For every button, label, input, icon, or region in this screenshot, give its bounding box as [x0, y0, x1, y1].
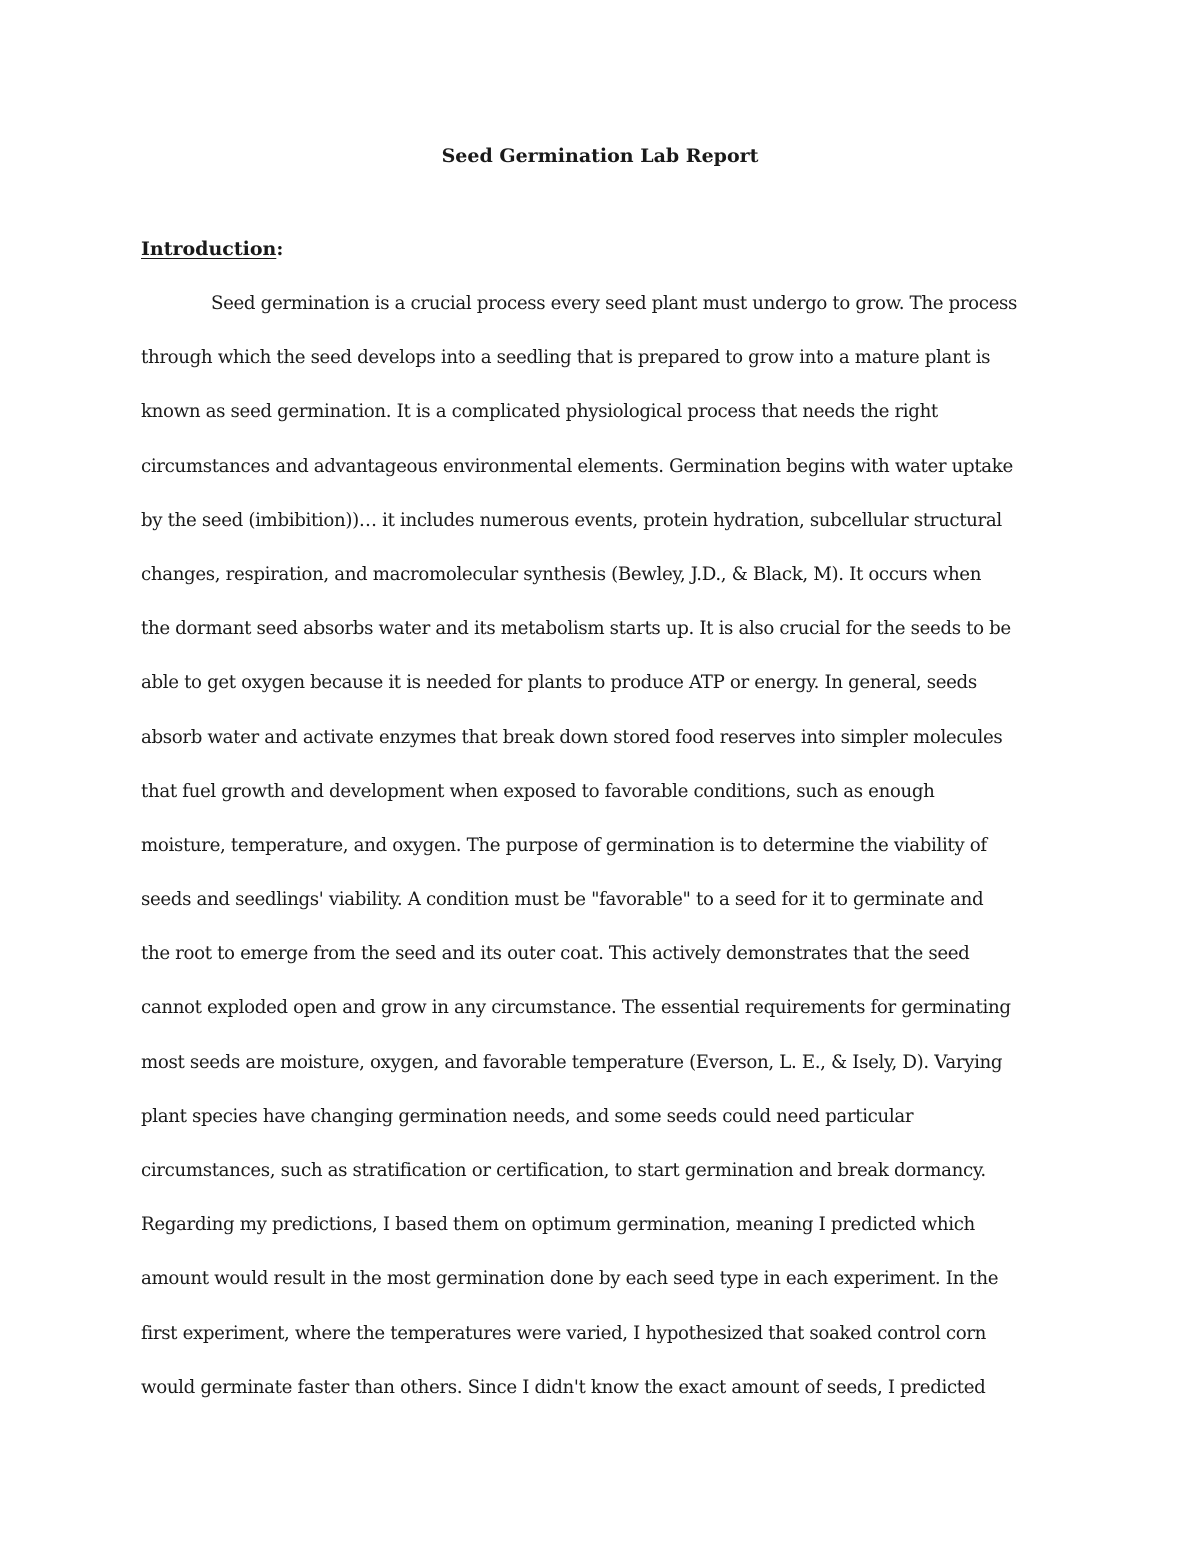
paragraph-line: circumstances and advantageous environmental elements. Germination begins with water uptake — [141, 455, 1013, 477]
paragraph-line: the dormant seed absorbs water and its metabolism starts up. It is also crucial for the seeds to be — [141, 618, 1011, 640]
paragraph-line: moisture, temperature, and oxygen. The purpose of germination is to determine the viability of — [141, 834, 987, 856]
paragraph-line: by the seed (imbibition))… it includes numerous events, protein hydration, subcellular structural — [141, 509, 1002, 531]
document-title: Seed Germination Lab Report — [441, 145, 759, 167]
paragraph-line: known as seed germination. It is a complicated physiological process that needs the right — [141, 401, 938, 423]
paragraph-line: cannot exploded open and grow in any circumstance. The essential requirements for germinating — [141, 997, 1011, 1019]
paragraph-line: Seed germination is a crucial process every seed plant must undergo to grow. The process — [211, 293, 1017, 314]
paragraph-line: able to get oxygen because it is needed for plants to produce ATP or energy. In general, seeds — [141, 672, 977, 694]
paragraph-line: most seeds are moisture, oxygen, and favorable temperature (Everson, L. E., & Isely, D). Varying — [141, 1051, 1003, 1073]
paragraph-line: absorb water and activate enzymes that break down stored food reserves into simpler molecules — [141, 726, 1003, 748]
paragraph-line: circumstances, such as stratification or certification, to start germination and break dormancy. — [141, 1160, 986, 1181]
paragraph-line: through which the seed develops into a seedling that is prepared to grow into a mature plant is — [141, 347, 991, 369]
paragraph-line: the root to emerge from the seed and its outer coat. This actively demonstrates that the seed — [141, 943, 970, 965]
paragraph-line: first experiment, where the temperatures were varied, I hypothesized that soaked control corn — [141, 1322, 987, 1344]
paragraph-line: changes, respiration, and macromolecular synthesis (Bewley, J.D., & Black, M). It occurs when — [141, 563, 982, 585]
paragraph-line: seeds and seedlings' viability. A condition must be "favorable" to a seed for it to germinate and — [141, 889, 984, 911]
paragraph-line: plant species have changing germination needs, and some seeds could need particular — [141, 1105, 914, 1127]
introduction-paragraph — [141, 288, 1017, 1426]
paragraph-line: would germinate faster than others. Since I didn't know the exact amount of seeds, I predicted — [141, 1376, 986, 1398]
paragraph-line: Regarding my predictions, I based them on optimum germination, meaning I predicted which — [141, 1214, 975, 1236]
paragraph-line: amount would result in the most germination done by each seed type in each experiment. In the — [141, 1268, 999, 1290]
section-heading-introduction — [141, 235, 283, 263]
section-heading-text: Introduction — [141, 238, 277, 260]
paragraph-line: that fuel growth and development when exposed to favorable conditions, such as enough — [141, 780, 935, 802]
section-heading-colon: : — [276, 238, 284, 260]
